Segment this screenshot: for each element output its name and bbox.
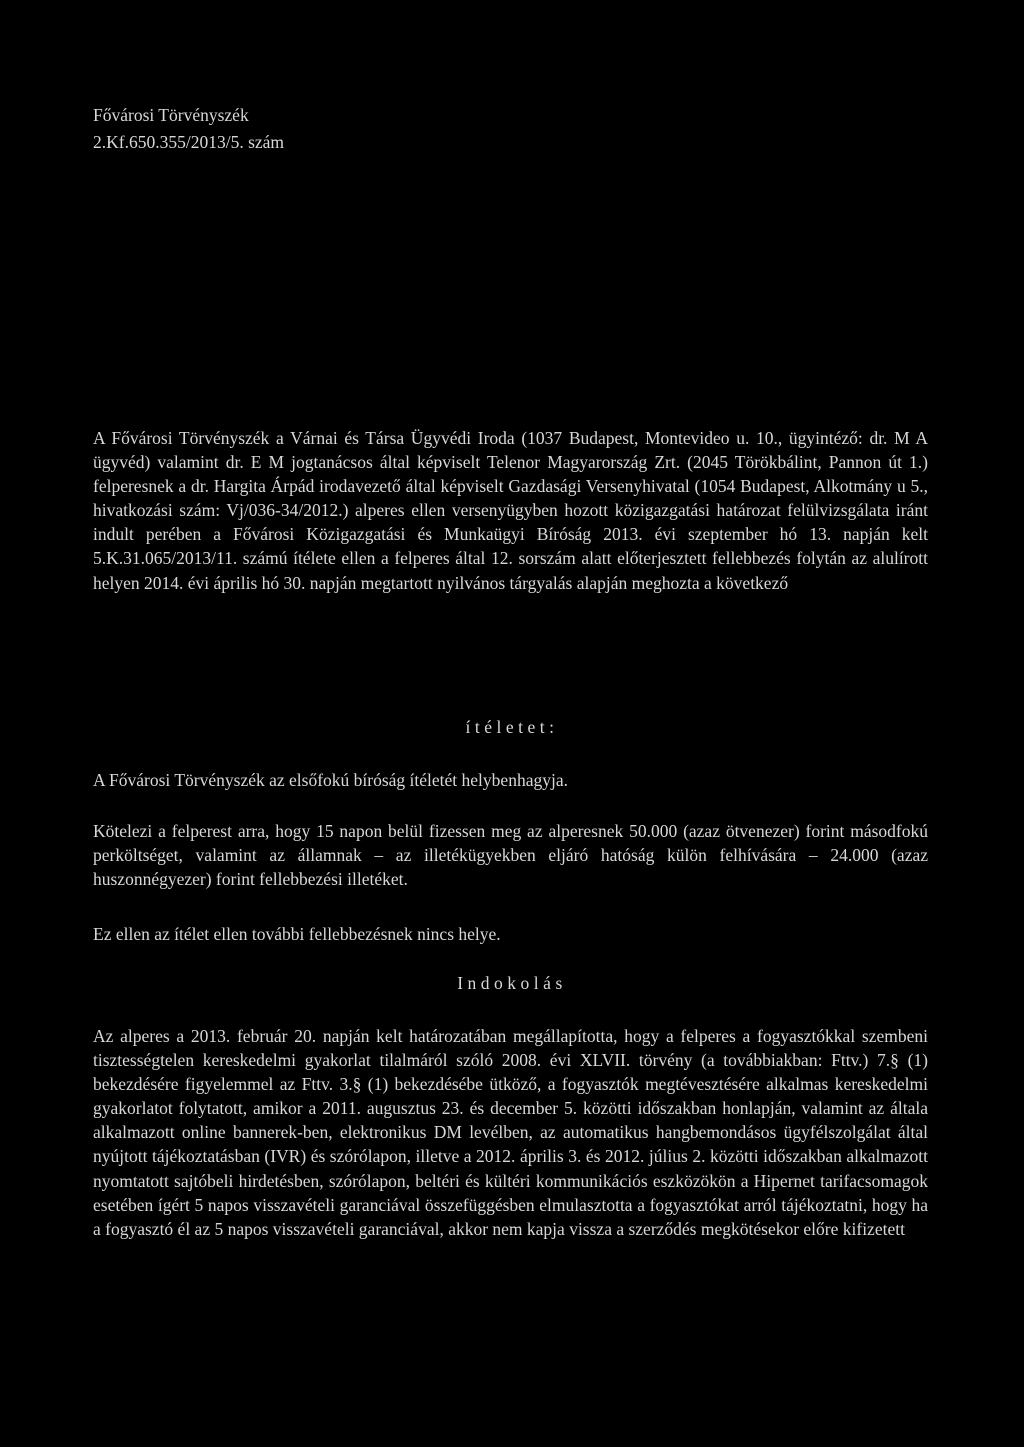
intro-paragraph: A Fővárosi Törvényszék a Várnai és Társa Ügyvédi Iroda (1037 Budapest, Montevideo u. 10., ügyintéző: dr. M A ügyvéd) valamint dr. E M jogtanácsos által képviselt Telenor Magyarország Zrt. (2045 Törökbálint, Pannon út 1.) felperesnek a dr. Hargita Árpád irodavezető által képviselt Gazdasági Versenyhivatal (1054 Budapest, Alkotmány u 5., hivatkozási szám: Vj/036-34/2012.) alperes ellen versenyügyben hozott közigazgatási határozat felülvizsgálata iránt indult perében a Fővárosi Közigazgatási és Munkaügyi Bíróság 2013. évi szeptember hó 13. napján kelt 5.K.31.065/2013/11. számú ítélete ellen a felperes által 12. sorszám alatt előterjesztett fellebbezés folytán az alulírott helyen 2014. évi április hó 30. napján megtartott nyilvános tárgyalás alapján meghozta a következő — [93, 428, 928, 593]
verdict-paragraph-no-appeal: Ez ellen az ítélet ellen további fellebbezésnek nincs helye. — [93, 924, 501, 944]
verdict-heading: ítéletet: — [465, 717, 559, 737]
court-name: Fővárosi Törvényszék — [93, 105, 249, 125]
case-number: 2.Kf.650.355/2013/5. szám — [93, 132, 285, 152]
verdict-paragraph-costs: Kötelezi a felperest arra, hogy 15 napon belül fizessen meg az alperesnek 50.000 (azaz ötvenezer) forint másodfokú perköltséget, valamint az államnak – az illetékügyekben eljáró hatóság külön felhívására – 24.000 (azaz huszonnégyezer) forint fellebbezési illetéket. — [93, 821, 928, 890]
verdict-paragraph-affirm: A Fővárosi Törvényszék az elsőfokú bíróság ítéletét helybenhagyja. — [93, 770, 568, 790]
document-header — [93, 102, 284, 156]
reasons-paragraph: Az alperes a 2013. február 20. napján kelt határozatában megállapította, hogy a felperes a fogyasztókkal szembeni tisztességtelen kereskedelmi gyakorlat tilalmáról szóló 2008. évi XLVII. törvény (a továbbiakban: Fttv.) 7.§ (1) bekezdésére figyelemmel az Fttv. 3.§ (1) bekezdésébe ütköző, a fogyasztók megtévesztésére alkalmas kereskedelmi gyakorlatot folytatott, amikor a 2011. augusztus 23. és december 5. közötti időszakban honlapján, valamint az általa alkalmazott online bannerek-ben, elektronikus DM levélben, az automatikus hangbemondásos ügyfélszolgálat által nyújtott tájékoztatásban (IVR) és szórólapon, illetve a 2012. április 3. és 2012. július 2. közötti időszakban alkalmazott nyomtatott sajtóbeli hirdetésben, szórólapon, beltéri és kültéri kommunikációs eszközökön a Hipernet tarifacsomagok esetében ígért 5 napos visszavételi garanciával összefüggésben elmulasztotta a fogyasztókat arról tájékoztatni, hogy ha a fogyasztó él az 5 napos visszavételi garanciával, akkor nem kapja vissza a szerződés megkötésekor előre kifizetett — [93, 1026, 928, 1239]
reasons-heading: Indokolás — [457, 973, 567, 993]
